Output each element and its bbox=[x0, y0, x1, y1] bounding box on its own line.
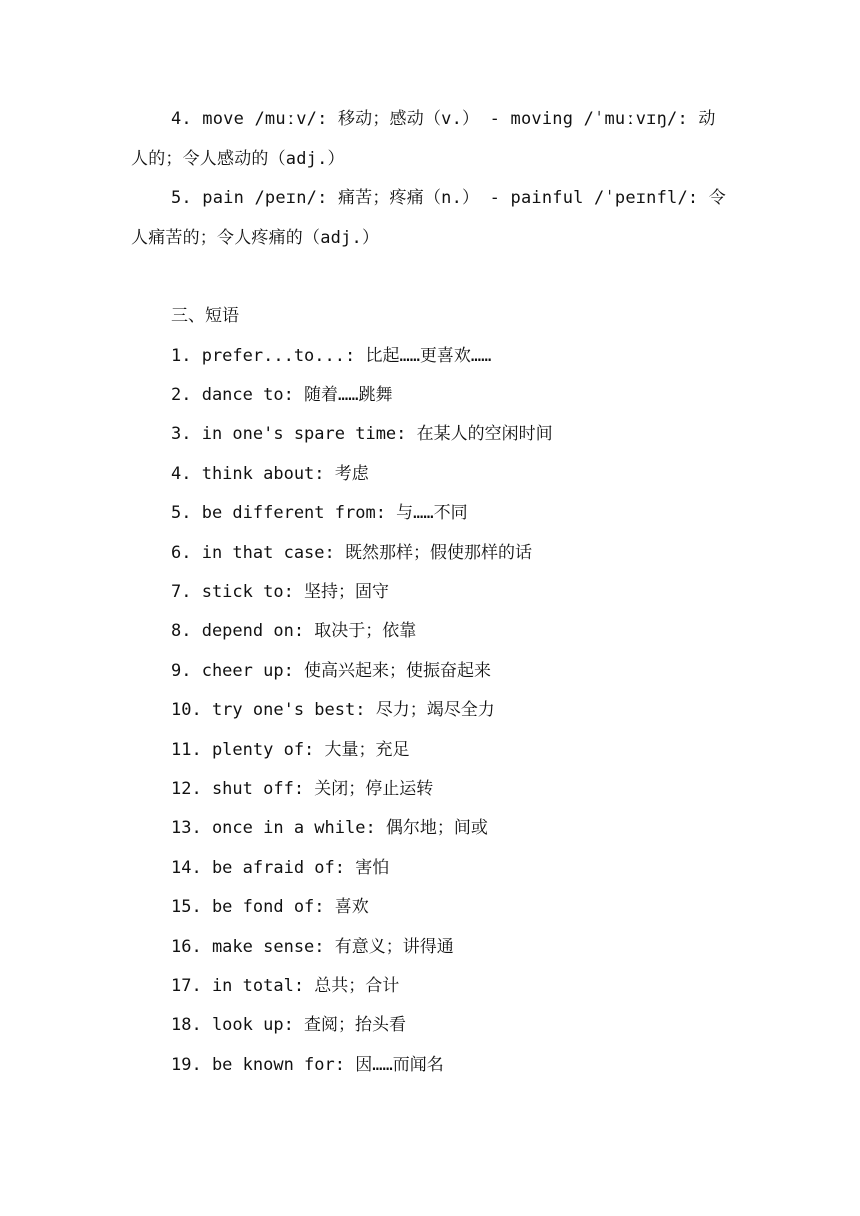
phrase-item: 11. plenty of: 大量；充足 bbox=[171, 739, 410, 760]
phrase-item: 19. be known for: 因……而闻名 bbox=[171, 1054, 444, 1075]
phrase-item: 5. be different from: 与……不同 bbox=[171, 503, 468, 524]
phrase-item: 9. cheer up: 使高兴起来；使振奋起来 bbox=[171, 660, 492, 681]
phrase-item: 7. stick to: 坚持；固守 bbox=[171, 581, 390, 602]
phrase-item: 2. dance to: 随着……跳舞 bbox=[171, 384, 393, 405]
document-content bbox=[131, 100, 731, 1085]
phrase-item: 15. be fond of: 喜欢 bbox=[171, 897, 369, 918]
vocabulary-item: 4. move /muːv/: 移动；感动（v.） - moving /ˈmuːvɪŋ/: 动人的；令人感动的（adj.） bbox=[131, 109, 716, 169]
phrase-item: 8. depend on: 取决于；依靠 bbox=[171, 621, 417, 642]
phrase-item: 16. make sense: 有意义；讲得通 bbox=[171, 936, 454, 957]
phrase-item: 1. prefer...to...: 比起……更喜欢…… bbox=[171, 345, 492, 366]
phrase-item: 17. in total: 总共；合计 bbox=[171, 976, 400, 996]
vocabulary-item: 5. pain /peɪn/: 痛苦；疼痛（n.） - painful /ˈpeɪnfl/: 令人痛苦的；令人疼痛的（adj.） bbox=[131, 188, 726, 248]
phrase-item: 18. look up: 查阅；抬头看 bbox=[171, 1015, 407, 1036]
phrase-item: 4. think about: 考虑 bbox=[171, 463, 369, 484]
phrase-item: 14. be afraid of: 害怕 bbox=[171, 857, 390, 878]
phrase-item: 12. shut off: 关闭；停止运转 bbox=[171, 778, 434, 799]
vocabulary-list bbox=[131, 100, 731, 258]
phrase-list bbox=[131, 337, 731, 1086]
section-title: 三、短语 bbox=[171, 306, 239, 326]
phrase-item: 10. try one's best: 尽力；竭尽全力 bbox=[171, 700, 495, 721]
phrase-item: 13. once in a while: 偶尔地；间或 bbox=[171, 818, 488, 839]
phrase-item: 3. in one's spare time: 在某人的空闲时间 bbox=[171, 424, 553, 445]
phrase-item: 6. in that case: 既然那样；假使那样的话 bbox=[171, 542, 532, 563]
